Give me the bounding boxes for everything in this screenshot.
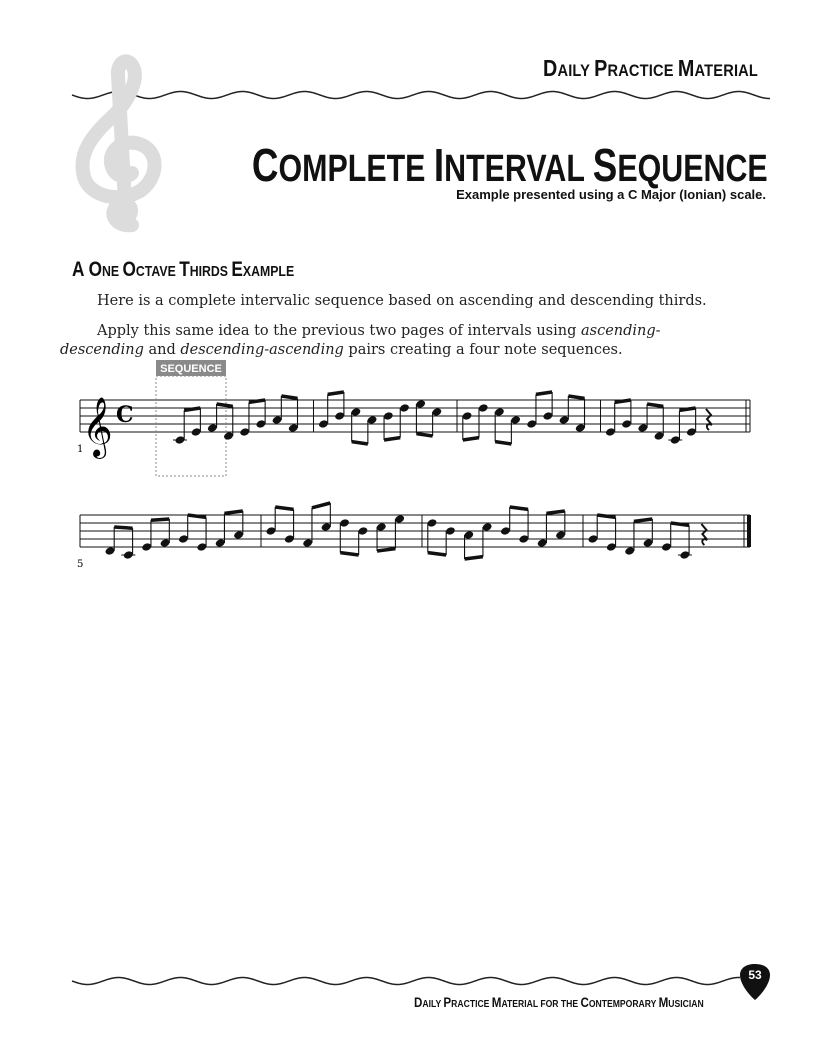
note-beam	[377, 549, 395, 551]
note-beam	[510, 507, 528, 509]
note-beam	[312, 503, 330, 508]
note-beam	[328, 392, 344, 394]
note-beam	[615, 400, 631, 402]
note-beam	[465, 557, 483, 559]
intro-paragraph: Here is a complete intervalic sequence based on ascending and descending thirds.	[97, 293, 707, 309]
note-beam	[671, 523, 689, 525]
note-beam	[428, 553, 446, 555]
note-beam	[224, 511, 242, 513]
time-signature: C	[116, 402, 134, 428]
note-beam	[536, 392, 552, 394]
instruction-paragraph: Apply this same idea to the previous two pages of intervals using ascending-descending and descending-ascending pairs creating a four note sequences.	[60, 323, 661, 358]
note-beam	[679, 408, 695, 410]
note-beam	[568, 396, 584, 398]
note-beam	[114, 527, 132, 528]
treble-clef-watermark-icon	[60, 55, 190, 230]
page-subtitle: Example presented using a C Major (Ionian) scale.	[456, 187, 766, 202]
note-beam	[463, 438, 479, 440]
note-beam	[249, 400, 265, 402]
note-beam	[188, 515, 206, 517]
treble-clef-icon: 𝄞	[82, 397, 113, 457]
note-beam	[281, 396, 297, 398]
page-title: COMPLETE INTERVAL SEQUENCE	[252, 139, 768, 191]
note-beam	[275, 507, 293, 509]
note-beam	[352, 442, 368, 444]
quarter-rest-icon	[706, 409, 712, 430]
note-beam	[217, 404, 233, 406]
note-beam	[340, 553, 358, 555]
header-title: DAILY PRACTICE MATERIAL	[542, 55, 758, 81]
note-beam	[384, 438, 400, 440]
footer-wave-line	[0, 966, 816, 996]
note-beam	[647, 404, 663, 406]
quarter-rest-icon	[701, 524, 707, 545]
measure-number: 1	[77, 444, 84, 455]
music-notation	[0, 363, 816, 600]
note-beam	[597, 515, 615, 517]
footer-title: DAILY PRACTICE MATERIAL FOR THE CONTEMPORARY MUSICIAN	[414, 995, 704, 1010]
measure-number: 5	[77, 559, 84, 570]
note-beam	[495, 442, 511, 444]
note-beam	[184, 408, 200, 410]
section-heading: A ONE OCTAVE THIRDS EXAMPLE	[72, 258, 295, 281]
page-number: 53	[748, 968, 762, 982]
sequence-label: SEQUENCE	[160, 363, 222, 375]
note-beam	[634, 519, 652, 521]
note-beam	[546, 511, 564, 513]
note-beam	[416, 434, 432, 436]
note-beam	[151, 519, 169, 520]
